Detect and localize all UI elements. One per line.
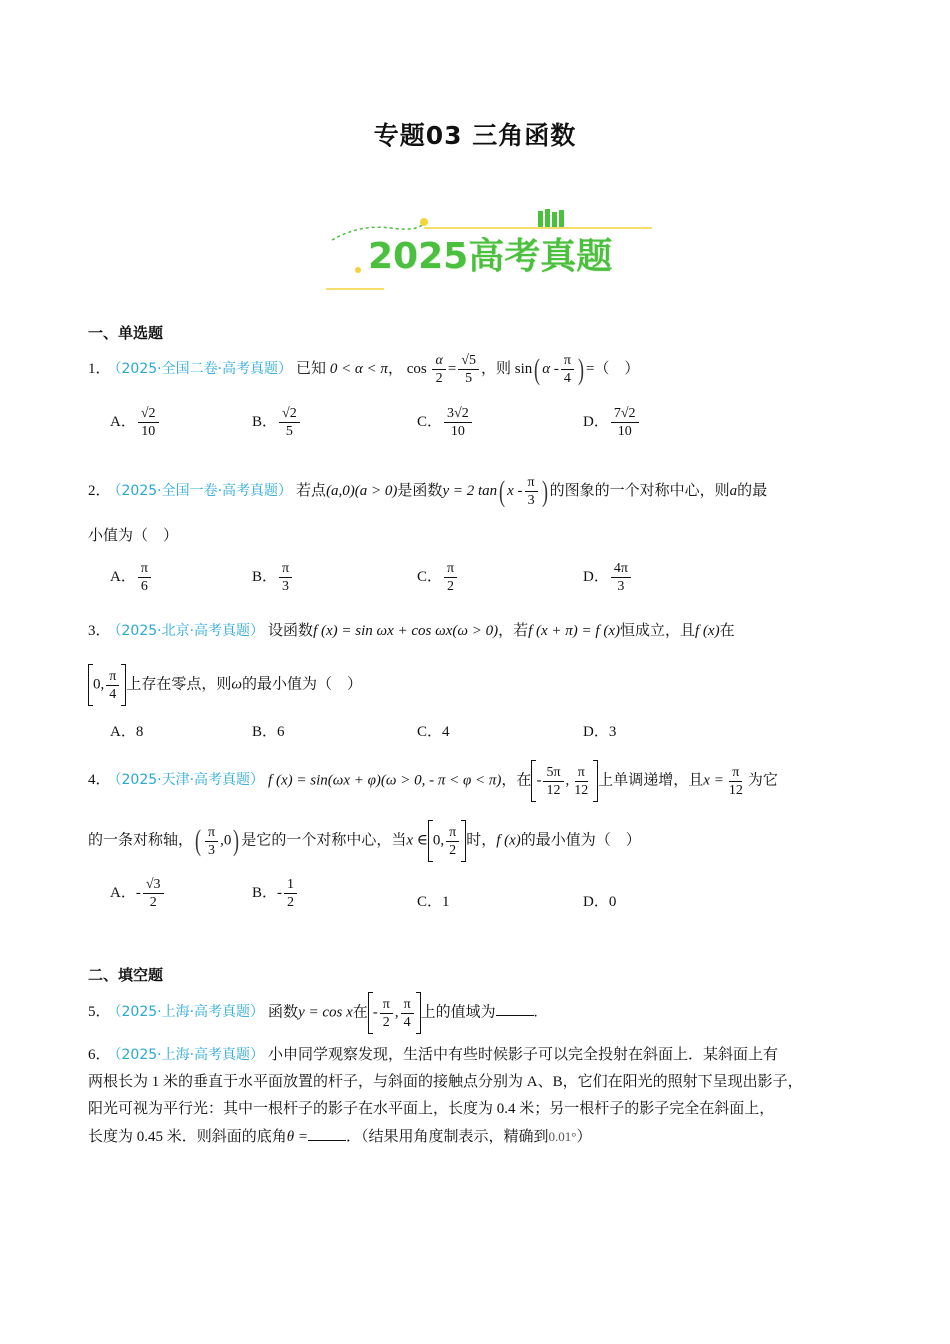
q3-line2: 0, $\frac{\pi}{4}$ 上存在零点，则ω的最小值为（ ） [88, 664, 362, 706]
q4-source: （2025·天津·高考真题） [114, 772, 265, 789]
q4-option-d[interactable]: D．0 [583, 894, 617, 910]
q2-func: y = 2 tan [442, 482, 498, 499]
banner [320, 204, 660, 296]
q1-source: （2025·全国二卷·高考真题） [114, 360, 293, 377]
q4-option-a[interactable]: A．- $\frac{√3}{2}$ [110, 876, 166, 911]
banner-text: 2025高考真题 [368, 236, 613, 277]
q1-sep: ， [387, 360, 403, 377]
q3-omega: ω [231, 676, 242, 693]
q4-xeq: x = [703, 772, 724, 789]
q1-option-a[interactable]: A． $\frac{√2}{10}$ [110, 405, 161, 440]
page-title: 专题03 三角函数 [373, 121, 577, 150]
q2-option-a[interactable]: A． $\frac{\pi}{6}$ [110, 560, 153, 595]
q2-source: （2025·全国一卷·高考真题） [114, 482, 293, 499]
q3-text-line2: 上存在零点，则 [126, 676, 232, 693]
q2-text-post2: 的最 [737, 482, 768, 499]
q3-text-mid: ，若 [498, 623, 529, 639]
q6-source: （2025·上海·高考真题） [114, 1047, 265, 1063]
q5-text-post: 上的值域为 [420, 1004, 496, 1021]
q5-text-pre: 函数 [268, 1004, 299, 1021]
q4-fx: f (x) [496, 832, 521, 849]
q3-option-d[interactable]: D．3 [583, 724, 617, 740]
q2-option-c[interactable]: C． $\frac{\pi}{2}$ [417, 560, 459, 595]
question-4: 4． （2025·天津·高考真题） f (x) = sin(ωx + φ)(ω > 0, - π < φ < π)，在 - $\frac{5\pi}{12}$ , $\frac{\pi}{12}$ 上单调递增，且x = $\frac{\pi}{12}$ 为它 [88, 760, 778, 802]
q1-cos: cos [406, 360, 427, 377]
q1-option-d[interactable]: D． $\frac{7√2}{10}$ [583, 405, 641, 440]
q3-option-c[interactable]: C．4 [417, 724, 450, 740]
q4-xin: x ∈ [406, 832, 428, 849]
q1-frac-pi4: $\frac{\pi}{4}$ [561, 352, 574, 387]
q2-x-minus: x - [507, 482, 523, 499]
q3-fx: f (x) [695, 623, 720, 639]
q6-answer-blank[interactable] [308, 1126, 346, 1141]
q3-number: 3． [88, 623, 111, 639]
q2-option-b[interactable]: B． $\frac{\pi}{3}$ [252, 560, 294, 595]
q6-line4: 长度为 0.45 米．则斜面的底角θ = ．（结果用角度制表示，精确到0.01°） [88, 1123, 868, 1151]
q2-text-pre: 若点 [296, 482, 327, 499]
q4-text-line2a: 的一条对称轴， [88, 832, 194, 849]
q3-option-a[interactable]: A．8 [110, 724, 144, 740]
section-single-choice: 一、单选题 [88, 324, 164, 342]
q3-text-line2b: 的最小值为（ ） [241, 676, 362, 693]
q5-func: y = cos x [298, 1004, 353, 1021]
q1-then: ，则 [480, 360, 511, 377]
q2-a: a [729, 482, 738, 499]
q3-option-b[interactable]: B．6 [252, 724, 285, 740]
q4-text-line2b: 是它的一个对称中心，当 [241, 832, 407, 849]
q1-frac-alpha: $\frac{\alpha}{2}$ [432, 352, 445, 387]
q3-text-post: 在 [719, 623, 735, 639]
q3-interval-start: 0, [93, 676, 105, 693]
q1-sin: sin [514, 360, 533, 377]
q6-line2: 两根长为 1 米的垂直于水平面放置的杆子，与斜面的接触点分别为 A、B，它们在阳光的照射下呈现出影子， [88, 1074, 803, 1090]
q1-eq: = [447, 360, 457, 377]
q4-text-post: 上单调递增，且 [598, 772, 704, 789]
q3-text-mid2: 恒成立，且 [619, 623, 695, 639]
q5-source: （2025·上海·高考真题） [114, 1004, 265, 1021]
q1-option-c[interactable]: C． $\frac{3√2}{10}$ [417, 405, 474, 440]
q4-text-line2c: 时， [466, 832, 497, 849]
q3-text-pre: 设函数 [268, 623, 314, 639]
q5-number: 5． [88, 1004, 111, 1021]
q5-answer-blank[interactable] [496, 1001, 534, 1016]
q6-line3: 阳光可视为平行光：其中一根杆子的影子在水平面上，长度为 0.4 米；另一根杆子的影子完全在斜面上， [88, 1101, 775, 1117]
q1-text-pre: 已知 [296, 360, 327, 377]
q2-point: (a,0)(a > 0) [326, 482, 398, 499]
question-5: 5． （2025·上海·高考真题） 函数y = cos x在 - $\frac{\pi}{2}$ , $\frac{\pi}{4}$ 上的值域为 . [88, 992, 537, 1034]
q6-line1: 6． （2025·上海·高考真题） 小申同学观察发现，生活中有些时候影子可以完全投射在斜面上．某斜面上有 [88, 1047, 779, 1063]
q3-func: f (x) = sin ωx + cos ωx(ω > 0) [313, 623, 499, 639]
q1-frac-root5: $\frac{√5}{5}$ [458, 352, 479, 387]
q4-number: 4． [88, 772, 111, 789]
question-2: 2． （2025·全国一卷·高考真题） 若点(a,0)(a > 0)是函数y = 2 tan( x - $\frac{\pi}{3}$ ) 的图象的一个对称中心，则a的最 [88, 474, 768, 508]
q4-line2: 的一条对称轴，( $\frac{\pi}{3}$ ,0) 是它的一个对称中心，当x ∈ 0, $\frac{\pi}{2}$ 时，f (x)的最小值为（ ） [88, 820, 641, 862]
q1-condition: 0 < α < π [329, 360, 388, 377]
q1-alpha-minus: α - [542, 360, 559, 377]
q2-number: 2． [88, 482, 111, 499]
q4-option-c[interactable]: C．1 [417, 894, 450, 910]
section-fill-blank: 二、填空题 [88, 966, 164, 984]
q2-option-d[interactable]: D． $\frac{4\pi}{3}$ [583, 560, 633, 595]
q2-frac-pi3: $\frac{\pi}{3}$ [525, 474, 538, 509]
q1-end: =（ ） [585, 360, 640, 377]
question-6 [88, 1042, 868, 1151]
q4-text-mid: ，在 [501, 772, 532, 789]
q2-line2: 小值为（ ） [88, 528, 179, 544]
q5-text-mid: 在 [352, 1004, 368, 1021]
question-3 [88, 618, 735, 644]
q4-func: f (x) = sin(ωx + φ)(ω > 0, - π < φ < π) [268, 772, 502, 789]
q4-text-post2: 为它 [747, 772, 778, 789]
q4-text-line2d: 的最小值为（ ） [520, 832, 641, 849]
q4-option-b[interactable]: B．- $\frac{1}{2}$ [252, 876, 299, 911]
question-1: 1． （2025·全国二卷·高考真题） 已知 0 < α < π， cos $\frac{\alpha}{2}$ = $\frac{√5}{5}$ ，则 sin( α - $\frac{\pi}{4}$ ) =（ ） [88, 352, 640, 386]
q3-cond: f (x + π) = f (x) [528, 623, 620, 639]
q2-text-post: 的图象的一个对称中心，则 [549, 482, 730, 499]
q2-text-mid: 是函数 [397, 482, 443, 499]
q1-option-b[interactable]: B． $\frac{√2}{5}$ [252, 405, 302, 440]
q3-source: （2025·北京·高考真题） [114, 623, 265, 639]
q1-number: 1． [88, 360, 111, 377]
